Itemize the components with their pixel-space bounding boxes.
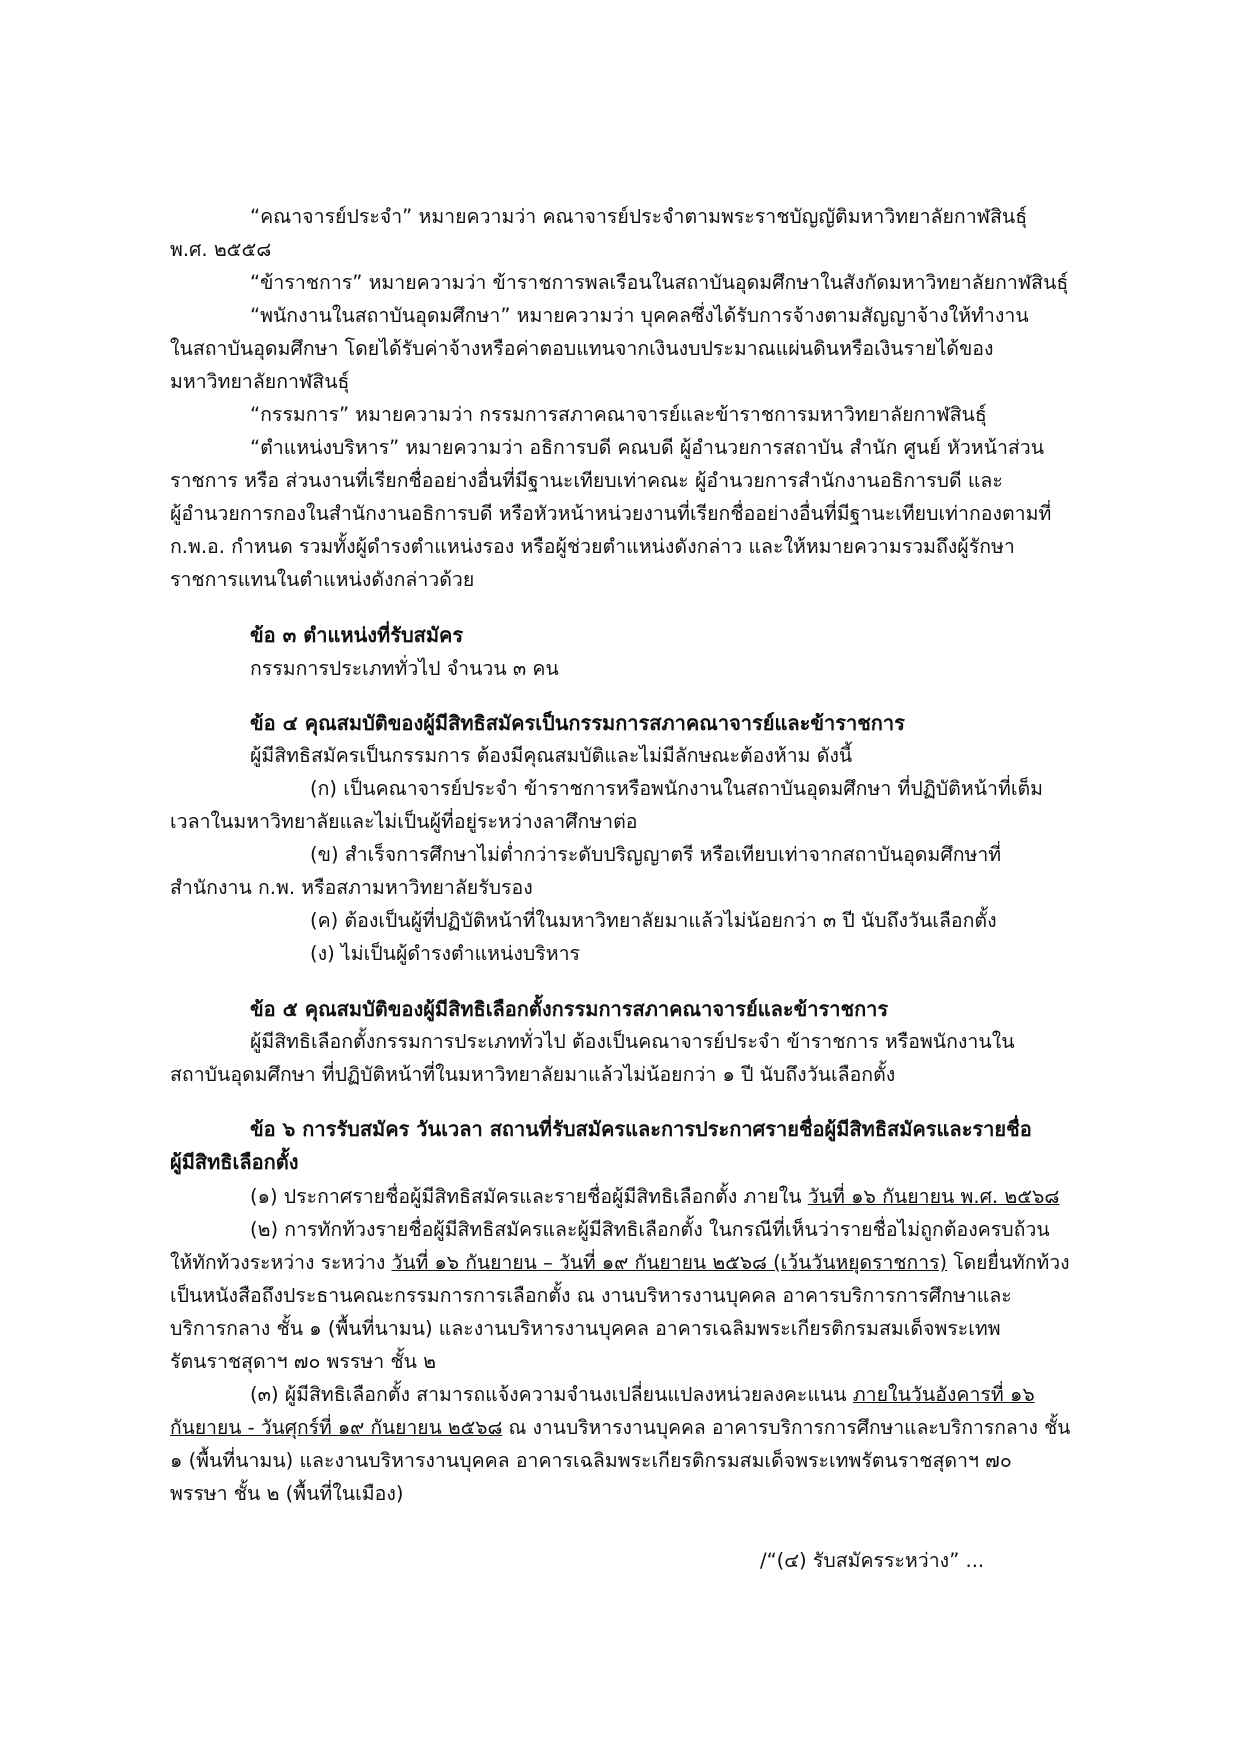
section-4-item-b-line-2: สำนักงาน ก.พ. หรือสภามหาวิทยาลัยรับรอง — [170, 876, 533, 899]
def-admin-position-line-5: ราชการแทนในตำแหน่งดังกล่าวด้วย — [170, 568, 475, 591]
section-6-item-2-date: วันที่ ๑๖ กันยายน – วันที่ ๑๙ กันยายน ๒๕๖๘ (เว้นวันหยุดราชการ) — [391, 1251, 948, 1274]
section-6-item-1-text: (๑) ประกาศรายชื่อผู้มีสิทธิสมัครและรายชื่อผู้มีสิทธิเลือกตั้ง ภายใน — [250, 1185, 808, 1208]
section-4-item-a-line-2: เวลาในมหาวิทยาลัยและไม่เป็นผู้ที่อยู่ระหว่างลาศึกษาต่อ — [170, 810, 638, 833]
section-6-heading-line-2: ผู้มีสิทธิเลือกตั้ง — [170, 1150, 299, 1174]
def-admin-position-line-3: ผู้อำนวยการกองในสำนักงานอธิการบดี หรือหัวหน้าหน่วยงานที่เรียกชื่ออย่างอื่นที่มีฐานะเทียบเท่ากองตามที่ — [170, 502, 1052, 525]
section-6-item-2-line-5: รัตนราชสุดาฯ ๗๐ พรรษา ชั้น ๒ — [170, 1350, 436, 1373]
section-4-heading: ข้อ ๔ คุณสมบัติของผู้มีสิทธิสมัครเป็นกรรมการสภาคณาจารย์และข้าราชการ — [250, 711, 905, 735]
section-5-line-1: ผู้มีสิทธิเลือกตั้งกรรมการประเภททั่วไป ต้องเป็นคณาจารย์ประจำ ข้าราชการ หรือพนักงานใน — [250, 1030, 1015, 1053]
def-civil-servant: “ข้าราชการ” หมายความว่า ข้าราชการพลเรือนในสถาบันอุดมศึกษาในสังกัดมหาวิทยาลัยกาฬสินธุ์ — [250, 271, 1069, 294]
section-3-heading: ข้อ ๓ ตำแหน่งที่รับสมัคร — [250, 623, 464, 647]
section-6-item-2-line-3: เป็นหนังสือถึงประธานคณะกรรมการการเลือกตั้ง ณ งานบริหารงานบุคคล อาคารบริการการศึกษาและ — [170, 1284, 1012, 1307]
section-6-item-2-line-1: (๒) การทักท้วงรายชื่อผู้มีสิทธิสมัครและผู้มีสิทธิเลือกตั้ง ในกรณีที่เห็นว่ารายชื่อไม่ถูกต้องครบถ้วน — [250, 1218, 1050, 1241]
def-faculty-line-1: “คณาจารย์ประจำ” หมายความว่า คณาจารย์ประจำตามพระราชบัญญัติมหาวิทยาลัยกาฬสินธุ์ — [250, 205, 1028, 228]
def-committee: “กรรมการ” หมายความว่า กรรมการสภาคณาจารย์และข้าราชการมหาวิทยาลัยกาฬสินธุ์ — [250, 403, 987, 426]
section-6-item-2-line-4: บริการกลาง ชั้น ๑ (พื้นที่นามน) และงานบริหารงานบุคคล อาคารเฉลิมพระเกียรติกรมสมเด็จพระเทพ — [170, 1317, 1001, 1340]
def-admin-position-line-1: “ตำแหน่งบริหาร” หมายความว่า อธิการบดี คณบดี ผู้อำนวยการสถาบัน สำนัก ศูนย์ หัวหน้าส่วน — [250, 436, 1045, 459]
section-4-item-d: (ง) ไม่เป็นผู้ดำรงตำแหน่งบริหาร — [310, 942, 581, 965]
section-3-body: กรรมการประเภททั่วไป จำนวน ๓ คน — [250, 657, 559, 680]
def-admin-position-line-4: ก.พ.อ. กำหนด รวมทั้งผู้ดำรงตำแหน่งรอง หรือผู้ช่วยตำแหน่งดังกล่าว และให้หมายความรวมถึงผู้รักษา — [170, 535, 1015, 558]
section-4-item-b-line-1: (ข) สำเร็จการศึกษาไม่ต่ำกว่าระดับปริญญาตรี หรือเทียบเท่าจากสถาบันอุดมศึกษาที่ — [310, 843, 1002, 866]
section-6-item-2-post: โดยยื่นทักท้วง — [947, 1251, 1070, 1274]
def-admin-position-line-2: ราชการ หรือ ส่วนงานที่เรียกชื่ออย่างอื่นที่มีฐานะเทียบเท่าคณะ ผู้อำนวยการสำนักงานอธิการบดี และ — [170, 469, 1003, 492]
section-5-line-2: สถาบันอุดมศึกษา ที่ปฏิบัติหน้าที่ในมหาวิทยาลัยมาแล้วไม่น้อยกว่า ๑ ปี นับถึงวันเลือกตั้ง — [170, 1063, 896, 1086]
section-6-item-3-date-start: ภายในวันอังคารที่ ๑๖ — [852, 1383, 1035, 1406]
section-6-heading-line-1: ข้อ ๖ การรับสมัคร วันเวลา สถานที่รับสมัครและการประกาศรายชื่อผู้มีสิทธิสมัครและรายชื่อ — [250, 1117, 1032, 1141]
section-6-item-2-line-2 — [170, 1250, 1070, 1276]
section-6-item-1 — [250, 1184, 1059, 1210]
section-6-item-3-date-end: กันยายน - วันศุกร์ที่ ๑๙ กันยายน ๒๕๖๘ — [170, 1416, 503, 1439]
section-6-item-3-line-3: ๑ (พื้นที่นามน) และงานบริหารงานบุคคล อาคารเฉลิมพระเกียรติกรมสมเด็จพระเทพรัตนราชสุดาฯ ๗๐ — [170, 1449, 1012, 1472]
continuation-marker: /“(๔) รับสมัครระหว่าง” ... — [760, 1549, 985, 1572]
def-employee-line-2: ในสถาบันอุดมศึกษา โดยได้รับค่าจ้างหรือค่าตอบแทนจากเงินงบประมาณแผ่นดินหรือเงินรายได้ของ — [170, 337, 994, 360]
def-employee-line-1: “พนักงานในสถาบันอุดมศึกษา” หมายความว่า บุคคลซึ่งได้รับการจ้างตามสัญญาจ้างให้ทำงาน — [250, 304, 1029, 327]
section-5-heading: ข้อ ๕ คุณสมบัติของผู้มีสิทธิเลือกตั้งกรรมการสภาคณาจารย์และข้าราชการ — [250, 997, 889, 1021]
section-4-intro: ผู้มีสิทธิสมัครเป็นกรรมการ ต้องมีคุณสมบัติและไม่มีลักษณะต้องห้าม ดังนี้ — [250, 744, 853, 767]
section-6-item-3-line-4: พรรษา ชั้น ๒ (พื้นที่ในเมือง) — [170, 1482, 404, 1505]
section-6-item-3-line-2 — [170, 1415, 1070, 1441]
section-6-item-1-date: วันที่ ๑๖ กันยายน พ.ศ. ๒๕๖๘ — [807, 1185, 1060, 1208]
section-6-item-2-pre: ให้ทักท้วงระหว่าง ระหว่าง — [170, 1251, 392, 1274]
def-employee-line-3: มหาวิทยาลัยกาฬสินธุ์ — [170, 370, 350, 393]
section-6-item-3-post: ณ งานบริหารงานบุคคล อาคารบริการการศึกษาและบริการกลาง ชั้น — [502, 1416, 1071, 1439]
section-4-item-c: (ค) ต้องเป็นผู้ที่ปฏิบัติหน้าที่ในมหาวิทยาลัยมาแล้วไม่น้อยกว่า ๓ ปี นับถึงวันเลือกตั้ง — [310, 909, 997, 932]
section-4-item-a-line-1: (ก) เป็นคณาจารย์ประจำ ข้าราชการหรือพนักงานในสถาบันอุดมศึกษา ที่ปฏิบัติหน้าที่เต็ม — [310, 777, 1044, 800]
section-6-item-3-pre: (๓) ผู้มีสิทธิเลือกตั้ง สามารถแจ้งความจำนงเปลี่ยนแปลงหน่วยลงคะแนน — [250, 1383, 853, 1406]
def-faculty-line-2: พ.ศ. ๒๕๕๘ — [170, 238, 272, 261]
section-6-item-3-line-1 — [250, 1382, 1035, 1408]
